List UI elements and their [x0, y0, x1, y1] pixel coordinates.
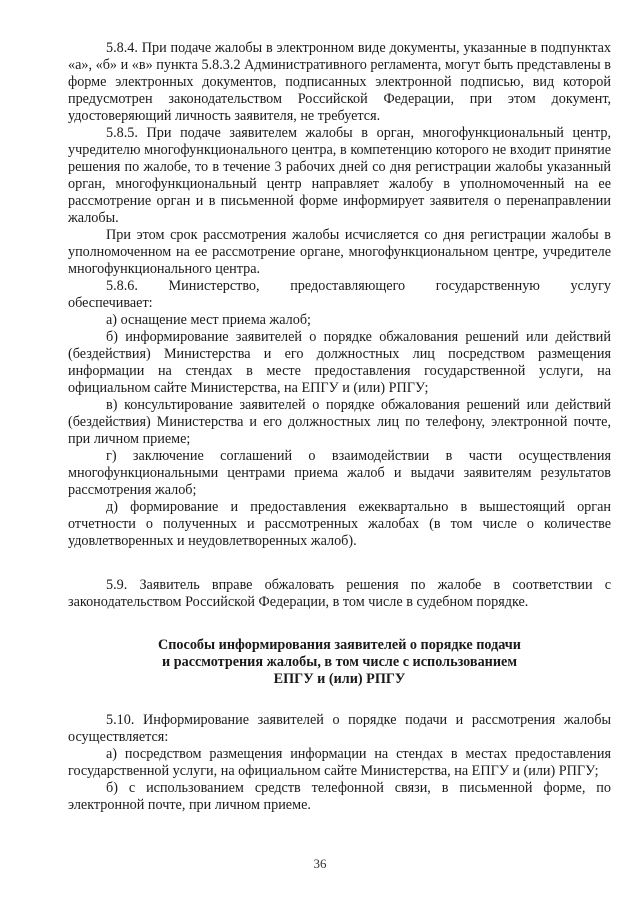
paragraph-5-8-4: 5.8.4. При подаче жалобы в электронном виде документы, указанные в подпунктах «а», «б» и «в» пункта 5.8.3.2 Административного регламента, могут быть представлены в форме электронных документов, подписанных электронной подписью, вид которой предусмотрен законодательством Российской Федерации, при этом документ, удостоверяющий личность заявителя, не требуется. [68, 40, 611, 124]
list-item-5-10-b: б) с использованием средств телефонной связи, в письменной форме, по электронной почте, при личном приеме. [68, 780, 611, 813]
paragraph-review-period: При этом срок рассмотрения жалобы исчисляется со дня регистрации жалобы в уполномоченном на ее рассмотрение органе, многофункциональном центре, учредителе многофункционального центра. [68, 227, 611, 277]
paragraph-5-10: 5.10. Информирование заявителей о порядке подачи и рассмотрения жалобы осуществляется: [68, 712, 611, 745]
list-item-5-10-a: а) посредством размещения информации на стендах в местах предоставления государственной услуги, на официальном сайте Министерства, на ЕПГУ и (или) РПГУ; [68, 746, 611, 779]
heading-line-3: ЕПГУ и (или) РПГУ [273, 671, 406, 687]
page-number: 36 [313, 856, 327, 871]
list-item-g: г) заключение соглашений о взаимодействии в части осуществления многофункциональными центрами приема жалоб и выдачи заявителям результатов рассмотрения жалоб; [68, 448, 611, 498]
list-item-d: д) формирование и предоставления ежеквартально в вышестоящий орган отчетности о полученных и рассмотренных жалобах (в том числе о количестве удовлетворенных и неудовлетворенных жалоб). [68, 499, 611, 549]
paragraph-5-9: 5.9. Заявитель вправе обжаловать решения по жалобе в соответствии с законодательством Российской Федерации, в том числе в судебном порядке. [68, 577, 611, 610]
document-body [68, 40, 611, 814]
section-heading [68, 637, 611, 688]
paragraph-5-8-6: 5.8.6. Министерство, предоставляющего государственную услугу обеспечивает: [68, 278, 611, 311]
paragraph-5-8-5: 5.8.5. При подаче заявителем жалобы в орган, многофункциональный центр, учредителю многофункционального центра, в компетенцию которого не входит принятие решения по жалобе, то в течение 3 рабочих дней со дня регистрации жалобы указанный орган, многофункциональный центр направляет жалобу в уполномоченный на ее рассмотрение орган и в письменной форме информирует заявителя о перенаправлении жалобы. [68, 125, 611, 226]
heading-line-2: и рассмотрения жалобы, в том числе с использованием [162, 654, 517, 670]
list-item-b: б) информирование заявителей о порядке обжалования решений или действий (бездействия) Министерства и его должностных лиц посредством размещения информации на стендах в месте предоставления государственной услуги, на официальном сайте Министерства, на ЕПГУ и (или) РПГУ; [68, 329, 611, 396]
heading-line-1: Способы информирования заявителей о порядке подачи [158, 637, 521, 653]
list-item-a: а) оснащение мест приема жалоб; [106, 312, 311, 328]
list-item-v: в) консультирование заявителей о порядке обжалования решений или действий (бездействия) Министерства и его должностных лиц по телефону, электронной почте, при личном приеме; [68, 397, 611, 447]
